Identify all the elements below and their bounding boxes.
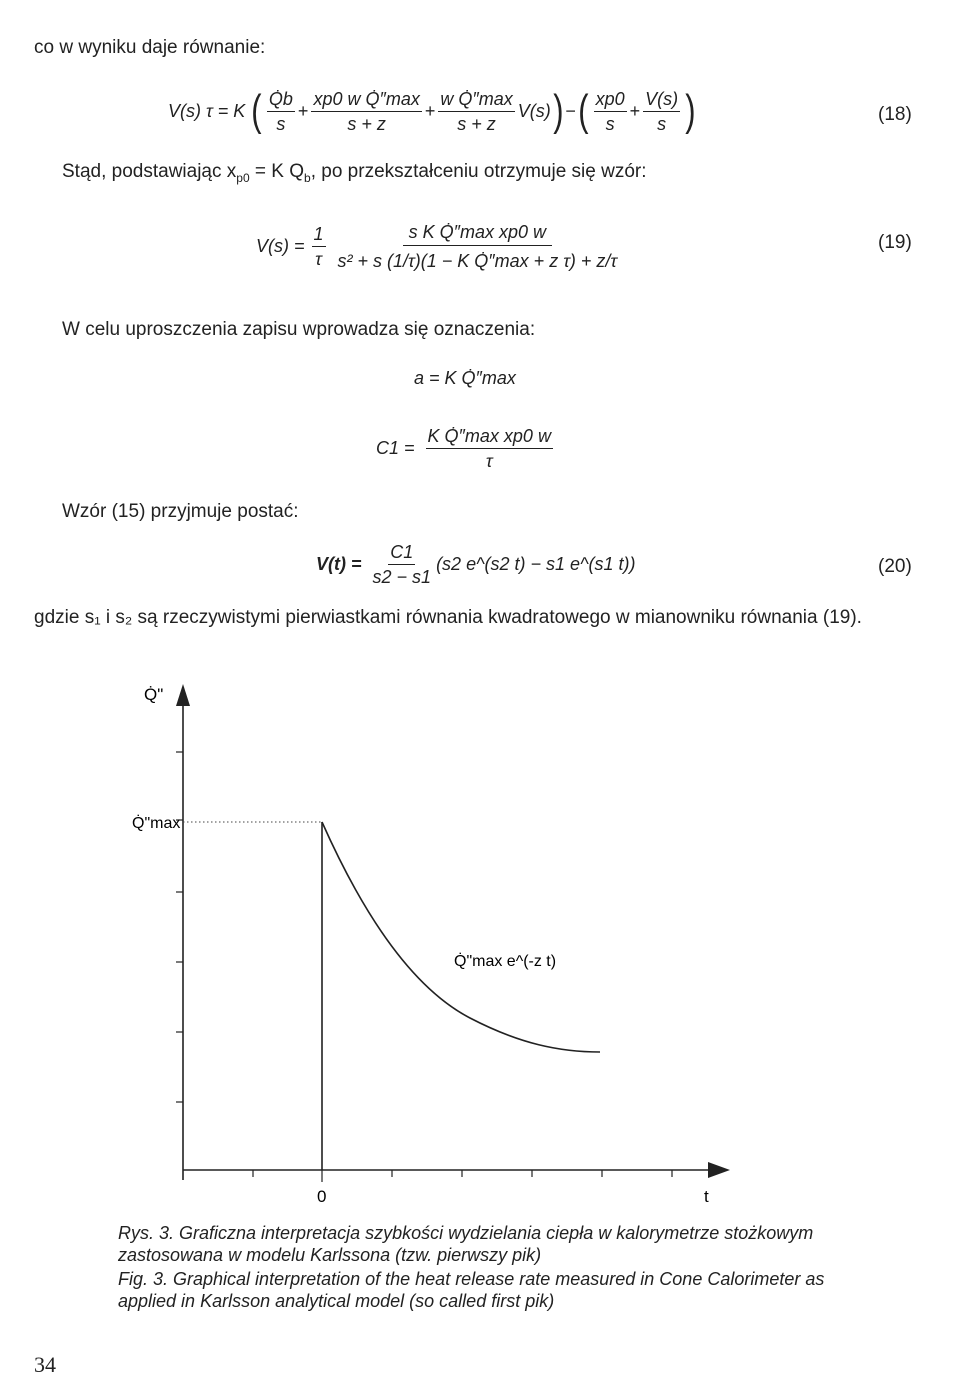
eq18-term3: $\frac{\text{w Q̇″max}}{s + z}$ xyxy=(440,88,513,134)
stad-text: Stąd, podstawiając $x_{p0} = K$ $Q_b$, po przekształceniu otrzymuje się wzór: xyxy=(62,161,647,185)
gdzie-paragraph: gdzie s₁ i s₂ są rzeczywistymi pierwiastkami równania kwadratowego w mianowniku równania (19). xyxy=(34,607,862,628)
eq18-term1: $\frac{Q̇b}{s}$ xyxy=(268,88,293,134)
page-number: 34 xyxy=(34,1352,56,1377)
eq19-fraction: $\frac{\text{s K Q̇″max xp0 w}}{\text{s² + s (1/τ)(1 − K Q̇″max + z τ) + z/τ}}$ xyxy=(337,221,618,271)
eq18-term5: $\frac{V(s)}{s}$ xyxy=(645,88,679,134)
equation-19 xyxy=(256,206,626,286)
origin-label: 0 xyxy=(317,1187,327,1206)
intro-text: co w wyniku daje równanie: xyxy=(34,37,266,58)
celu-text: W celu uproszczenia zapisu wprowadza się oznaczenia: xyxy=(62,319,536,340)
y-axis-label: Q̇" xyxy=(144,685,164,704)
eq18-number: (18) xyxy=(878,104,912,125)
eq18-term2: $\frac{\text{xp0 w Q̇″max}}{s + z}$ xyxy=(313,88,420,134)
equation-20 xyxy=(316,534,636,594)
decay-curve xyxy=(322,822,600,1052)
figure-3 xyxy=(0,670,960,1210)
eq19-lhs: V(s) = xyxy=(256,235,305,256)
qmax-label: Q̇"max xyxy=(132,815,181,832)
wzor-text: Wzór (15) przyjmuje postać: xyxy=(62,501,299,522)
y-ticks xyxy=(176,752,183,1102)
equation-18: V(s) τ = K ( $\frac{Q̇b}{s}$ + $\frac{\text{xp0 w Q̇″max}}{s + z}$ + $\frac{\text{w Q̇″max}}{s + z}$ V(s) ) − ( $\frac{xp0}{s}$ + $\frac{V(s)}{s}$ ) xyxy=(168,86,696,135)
x-axis-label: t xyxy=(704,1187,709,1206)
caption-pl: Rys. 3. Graficzna interpretacja szybkości wydzielania ciepła w kalorymetrze stożkowym zastosowana w modelu Karlssona (tzw. pierwszy pik) xyxy=(118,1223,814,1265)
eq20-fraction: $\frac{C1}{s2 - s1}$ xyxy=(372,541,432,587)
eq19-prefactor: $\frac{1}{\tau}$ xyxy=(313,223,324,269)
x-ticks xyxy=(253,1170,672,1182)
x-axis-arrow xyxy=(708,1162,730,1178)
eq19-number: (19) xyxy=(878,232,912,253)
caption-en: Fig. 3. Graphical interpretation of the heat release rate measured in Cone Calorimeter as applied in Karlsson analytical model (so called first pik) xyxy=(118,1269,825,1311)
eq20-lhs: V(t) = xyxy=(316,553,362,574)
curve-label: Q̇"max e^(-z t) xyxy=(454,953,557,970)
eq20-tail: (s2 e^(s2 t) − s1 e^(s1 t)) xyxy=(436,553,636,574)
def-c1: C1 = $\frac{\text{K Q̇″max xp0 w}}{\tau}$ xyxy=(376,425,551,471)
y-axis-arrow xyxy=(176,684,190,706)
eq18-term4: $\frac{xp0}{s}$ xyxy=(595,88,625,134)
def-a: a = K Q̇″max xyxy=(414,368,516,388)
eq18-lhs: V(s) τ = K xyxy=(168,100,246,121)
eq20-number: (20) xyxy=(878,556,912,577)
